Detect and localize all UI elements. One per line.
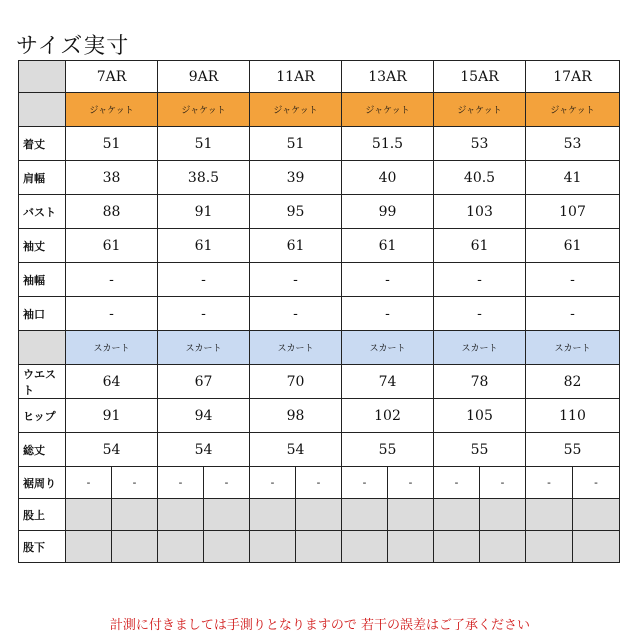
value-cell: 61 bbox=[66, 229, 158, 263]
empty-value-cell bbox=[250, 531, 296, 563]
hem-value-cell: - bbox=[388, 467, 434, 499]
skirt-label: スカート bbox=[250, 331, 342, 365]
size-11ar-header: 11AR bbox=[250, 61, 342, 93]
hem-value-cell: - bbox=[573, 467, 620, 499]
value-cell: 38 bbox=[66, 161, 158, 195]
value-cell: 54 bbox=[66, 433, 158, 467]
size-9ar-header: 9AR bbox=[158, 61, 250, 93]
hem-value-cell: - bbox=[112, 467, 158, 499]
jacket-label: ジャケット bbox=[526, 93, 620, 127]
empty-measurement-row bbox=[19, 499, 620, 531]
empty-value-cell bbox=[250, 499, 296, 531]
empty-value-cell bbox=[434, 531, 480, 563]
jacket-measurements bbox=[19, 127, 620, 331]
value-cell: 102 bbox=[342, 399, 434, 433]
empty-value-cell bbox=[388, 499, 434, 531]
hem-value-cell: - bbox=[526, 467, 573, 499]
row-label: 袖幅 bbox=[19, 263, 66, 297]
rise-inseam-rows bbox=[19, 499, 620, 563]
measurement-row bbox=[19, 263, 620, 297]
measurement-row bbox=[19, 399, 620, 433]
value-cell: 55 bbox=[526, 433, 620, 467]
value-cell: - bbox=[526, 263, 620, 297]
page-title: サイズ実寸 bbox=[16, 33, 130, 59]
skirt-label: スカート bbox=[66, 331, 158, 365]
value-cell: 95 bbox=[250, 195, 342, 229]
skirt-corner-cell bbox=[19, 331, 66, 365]
empty-value-cell bbox=[388, 531, 434, 563]
value-cell: 74 bbox=[342, 365, 434, 399]
value-cell: - bbox=[434, 263, 526, 297]
value-cell: 61 bbox=[250, 229, 342, 263]
empty-value-cell bbox=[112, 499, 158, 531]
value-cell: - bbox=[158, 297, 250, 331]
value-cell: 54 bbox=[158, 433, 250, 467]
row-label: 袖口 bbox=[19, 297, 66, 331]
value-cell: 78 bbox=[434, 365, 526, 399]
size-7ar-header: 7AR bbox=[66, 61, 158, 93]
hem-value-cell: - bbox=[250, 467, 296, 499]
skirt-label: スカート bbox=[526, 331, 620, 365]
jacket-corner-cell bbox=[19, 93, 66, 127]
value-cell: 82 bbox=[526, 365, 620, 399]
empty-value-cell bbox=[66, 499, 112, 531]
size-17ar-header: 17AR bbox=[526, 61, 620, 93]
value-cell: 98 bbox=[250, 399, 342, 433]
value-cell: 94 bbox=[158, 399, 250, 433]
value-cell: 110 bbox=[526, 399, 620, 433]
value-cell: 61 bbox=[526, 229, 620, 263]
hem-value-cell: - bbox=[296, 467, 342, 499]
value-cell: 70 bbox=[250, 365, 342, 399]
row-label: 袖丈 bbox=[19, 229, 66, 263]
value-cell: 51 bbox=[250, 127, 342, 161]
empty-value-cell bbox=[342, 531, 388, 563]
value-cell: 54 bbox=[250, 433, 342, 467]
hem-value-cell: - bbox=[480, 467, 526, 499]
value-cell: 53 bbox=[526, 127, 620, 161]
jacket-label: ジャケット bbox=[66, 93, 158, 127]
value-cell: 55 bbox=[342, 433, 434, 467]
value-cell: - bbox=[66, 297, 158, 331]
skirt-label: スカート bbox=[158, 331, 250, 365]
empty-value-cell bbox=[434, 499, 480, 531]
value-cell: 88 bbox=[66, 195, 158, 229]
row-label: 肩幅 bbox=[19, 161, 66, 195]
row-label: バスト bbox=[19, 195, 66, 229]
empty-value-cell bbox=[158, 499, 204, 531]
size-header-row bbox=[19, 61, 620, 93]
empty-value-cell bbox=[158, 531, 204, 563]
value-cell: - bbox=[342, 263, 434, 297]
empty-value-cell bbox=[480, 499, 526, 531]
value-cell: 61 bbox=[158, 229, 250, 263]
value-cell: 64 bbox=[66, 365, 158, 399]
value-cell: 103 bbox=[434, 195, 526, 229]
value-cell: - bbox=[250, 263, 342, 297]
empty-value-cell bbox=[204, 531, 250, 563]
value-cell: 40.5 bbox=[434, 161, 526, 195]
hem-value-cell: - bbox=[434, 467, 480, 499]
value-cell: 41 bbox=[526, 161, 620, 195]
value-cell: 61 bbox=[434, 229, 526, 263]
empty-value-cell bbox=[526, 499, 573, 531]
value-cell: - bbox=[342, 297, 434, 331]
jacket-label: ジャケット bbox=[158, 93, 250, 127]
value-cell: - bbox=[526, 297, 620, 331]
value-cell: 53 bbox=[434, 127, 526, 161]
empty-value-cell bbox=[204, 499, 250, 531]
empty-value-cell bbox=[296, 531, 342, 563]
value-cell: 55 bbox=[434, 433, 526, 467]
value-cell: - bbox=[66, 263, 158, 297]
value-cell: 51.5 bbox=[342, 127, 434, 161]
row-label: 裾周り bbox=[19, 467, 66, 499]
value-cell: 105 bbox=[434, 399, 526, 433]
measurement-row bbox=[19, 127, 620, 161]
hem-value-cell: - bbox=[158, 467, 204, 499]
value-cell: 39 bbox=[250, 161, 342, 195]
skirt-measurements bbox=[19, 365, 620, 467]
value-cell: - bbox=[434, 297, 526, 331]
empty-value-cell bbox=[112, 531, 158, 563]
row-label: ウエスト bbox=[19, 365, 66, 399]
value-cell: 107 bbox=[526, 195, 620, 229]
empty-value-cell bbox=[526, 531, 573, 563]
value-cell: 51 bbox=[66, 127, 158, 161]
value-cell: 91 bbox=[66, 399, 158, 433]
hem-row bbox=[19, 467, 620, 499]
measurement-row bbox=[19, 433, 620, 467]
measurement-disclaimer: 計測に付きましては手測りとなりますので 若干の誤差はご了承ください bbox=[109, 618, 531, 633]
empty-value-cell bbox=[480, 531, 526, 563]
empty-measurement-row bbox=[19, 531, 620, 563]
row-label: 総丈 bbox=[19, 433, 66, 467]
row-label: 着丈 bbox=[19, 127, 66, 161]
skirt-label: スカート bbox=[342, 331, 434, 365]
hem-value-cell: - bbox=[342, 467, 388, 499]
hem-value-cell: - bbox=[66, 467, 112, 499]
empty-value-cell bbox=[296, 499, 342, 531]
corner-cell bbox=[19, 61, 66, 93]
jacket-label: ジャケット bbox=[250, 93, 342, 127]
jacket-section-row bbox=[19, 93, 620, 127]
value-cell: 91 bbox=[158, 195, 250, 229]
row-label: ヒップ bbox=[19, 399, 66, 433]
empty-value-cell bbox=[573, 531, 620, 563]
value-cell: 38.5 bbox=[158, 161, 250, 195]
value-cell: - bbox=[250, 297, 342, 331]
value-cell: 67 bbox=[158, 365, 250, 399]
size-15ar-header: 15AR bbox=[434, 61, 526, 93]
value-cell: 40 bbox=[342, 161, 434, 195]
value-cell: - bbox=[158, 263, 250, 297]
row-label: 股上 bbox=[19, 499, 66, 531]
empty-value-cell bbox=[573, 499, 620, 531]
value-cell: 99 bbox=[342, 195, 434, 229]
size-13ar-header: 13AR bbox=[342, 61, 434, 93]
jacket-label: ジャケット bbox=[342, 93, 434, 127]
measurement-row bbox=[19, 297, 620, 331]
jacket-label: ジャケット bbox=[434, 93, 526, 127]
measurement-row bbox=[19, 365, 620, 399]
value-cell: 61 bbox=[342, 229, 434, 263]
skirt-section-row bbox=[19, 331, 620, 365]
hem-value-cell: - bbox=[204, 467, 250, 499]
skirt-label: スカート bbox=[434, 331, 526, 365]
measurement-row bbox=[19, 195, 620, 229]
empty-value-cell bbox=[66, 531, 112, 563]
measurement-row bbox=[19, 161, 620, 195]
measurement-row bbox=[19, 229, 620, 263]
value-cell: 51 bbox=[158, 127, 250, 161]
empty-value-cell bbox=[342, 499, 388, 531]
row-label: 股下 bbox=[19, 531, 66, 563]
size-chart-table bbox=[18, 60, 620, 563]
